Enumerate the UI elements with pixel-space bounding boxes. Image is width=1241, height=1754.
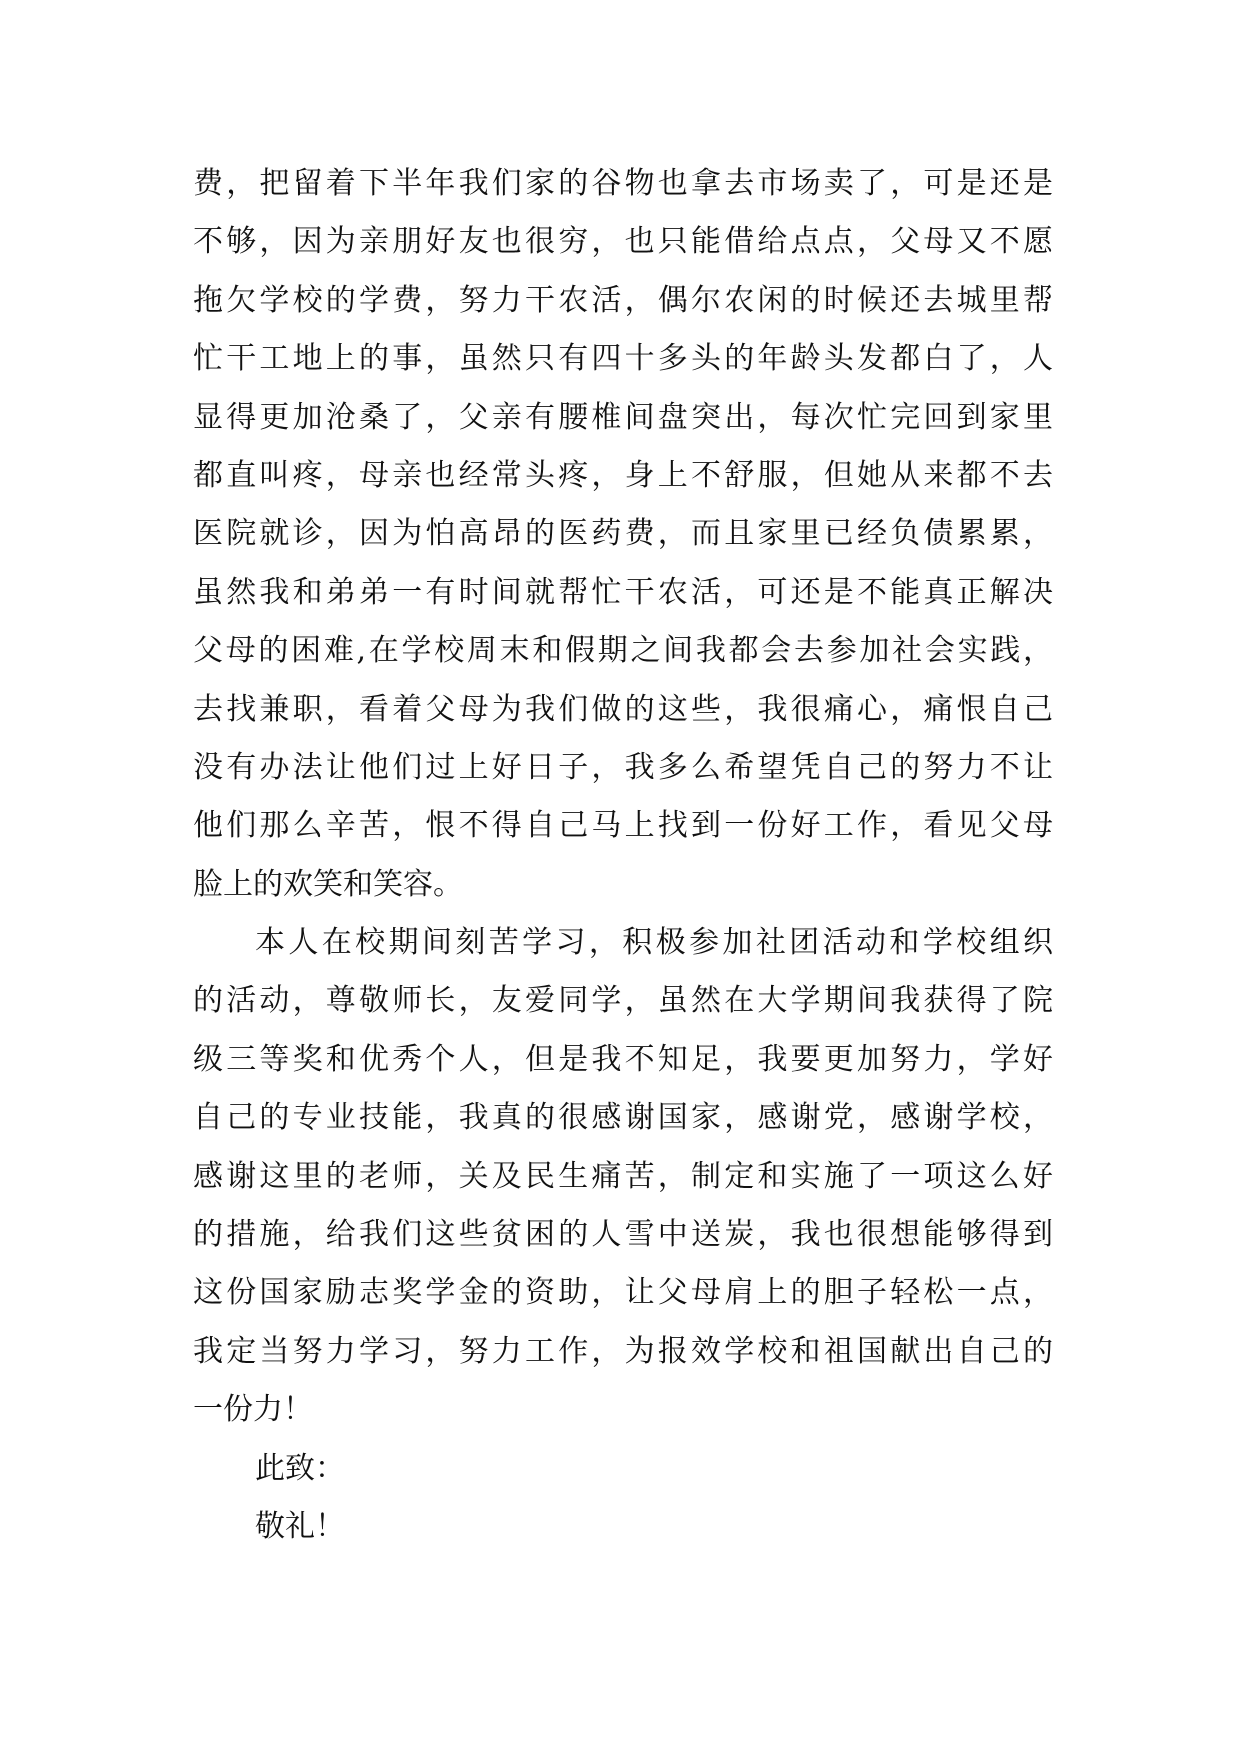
text-line: 的活动，尊敬师长，友爱同学，虽然在大学期间我获得了院 <box>193 983 1053 1019</box>
paragraph-family-hardship <box>193 155 1053 914</box>
text-line: 一份力！ <box>193 1392 313 1428</box>
text-line: 虽然我和弟弟一有时间就帮忙干农活，可还是不能真正解决 <box>193 574 1053 610</box>
text-line: 感谢这里的老师，关及民生痛苦，制定和实施了一项这么好 <box>193 1158 1053 1194</box>
text-line: 都直叫疼，母亲也经常头疼，身上不舒服，但她从来都不去 <box>193 457 1053 493</box>
text-line: 我定当努力学习，努力工作，为报效学校和祖国献出自己的 <box>193 1333 1053 1369</box>
text-line: 级三等奖和优秀个人，但是我不知足，我要更加努力，学好 <box>193 1041 1053 1077</box>
text-line: 他们那么辛苦，恨不得自己马上找到一份好工作，看见父母 <box>193 808 1053 844</box>
text-line: 费，把留着下半年我们家的谷物也拿去市场卖了，可是还是 <box>193 166 1053 201</box>
text-line: 父母的困难,在学校周末和假期之间我都会去参加社会实践， <box>193 633 1053 669</box>
text-line: 拖欠学校的学费，努力干农活，偶尔农闲的时候还去城里帮 <box>193 282 1053 318</box>
text-line: 的措施，给我们这些贫困的人雪中送炭，我也很想能够得到 <box>193 1217 1053 1253</box>
text-line: 脸上的欢笑和笑容。 <box>193 866 463 902</box>
text-line: 去找兼职，看着父母为我们做的这些，我很痛心，痛恨自己 <box>193 691 1053 727</box>
text-line: 本人在校期间刻苦学习，积极参加社团活动和学校组织 <box>255 925 1053 961</box>
text-line: 没有办法让他们过上好日子，我多么希望凭自己的努力不让 <box>193 749 1053 785</box>
paragraph-self-statement <box>193 914 1053 1440</box>
closing-salutation: 此致： <box>255 1450 345 1486</box>
letter-body <box>193 155 1053 1556</box>
text-line: 自己的专业技能，我真的很感谢国家，感谢党，感谢学校， <box>193 1100 1053 1136</box>
closing-regards: 敬礼！ <box>255 1508 345 1544</box>
text-line: 医院就诊，因为怕高昂的医药费，而且家里已经负债累累， <box>193 516 1053 552</box>
text-line: 忙干工地上的事，虽然只有四十多头的年龄头发都白了，人 <box>193 341 1053 377</box>
text-line: 这份国家励志奖学金的资助，让父母肩上的胆子轻松一点， <box>193 1275 1053 1311</box>
text-line: 不够，因为亲朋好友也很穷，也只能借给点点，父母又不愿 <box>193 224 1053 260</box>
text-line: 显得更加沧桑了，父亲有腰椎间盘突出，每次忙完回到家里 <box>193 399 1053 435</box>
